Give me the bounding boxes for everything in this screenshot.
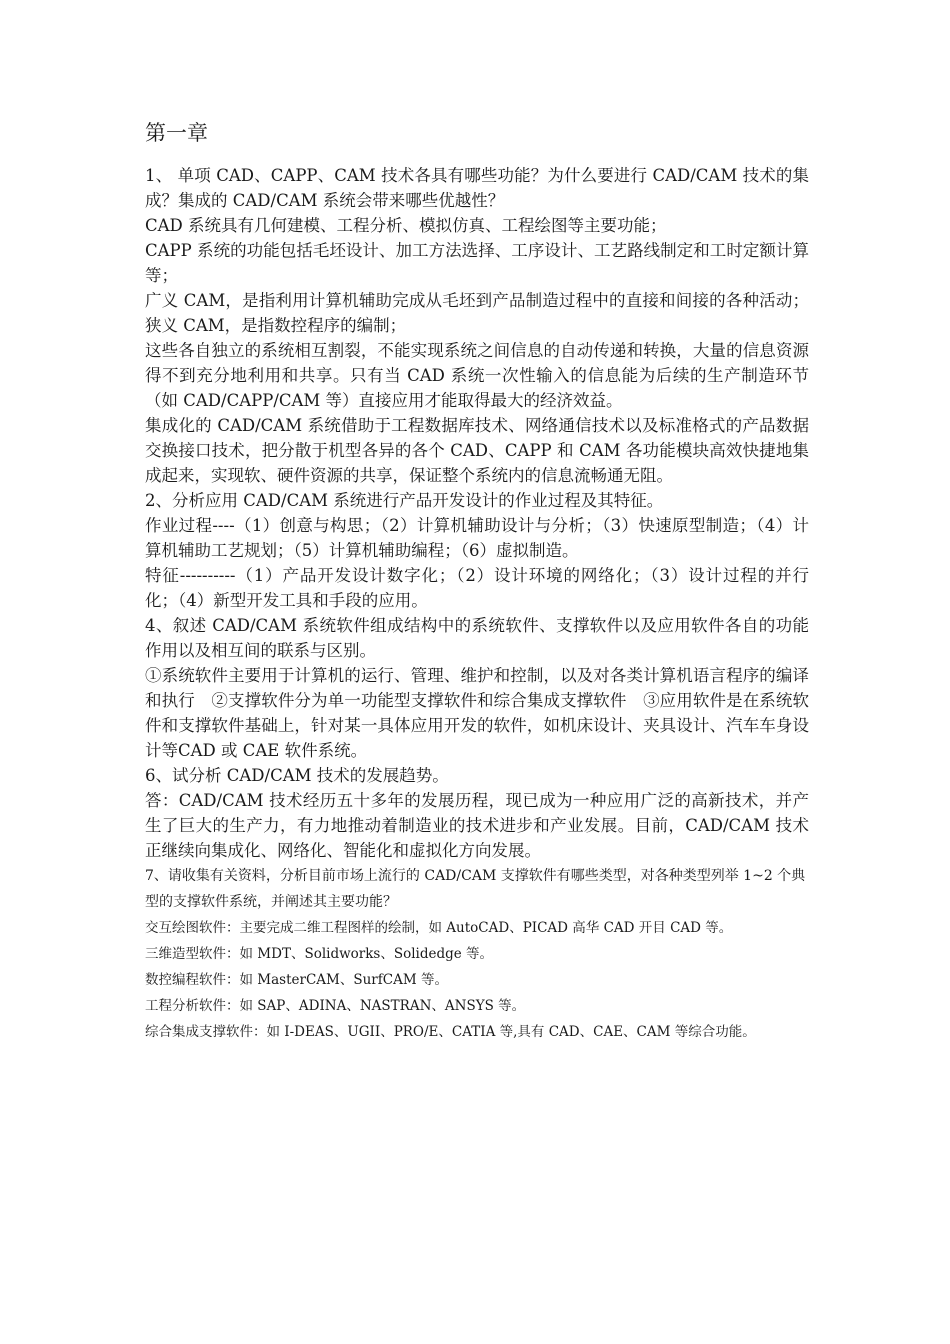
answer-7-integrated: 综合集成支撑软件：如 I-DEAS、UGII、PRO/E、CATIA 等,具有 CAD、CAE、CAM 等综合功能。 [145,1024,756,1040]
question-7: 7、请收集有关资料，分析目前市场上流行的 CAD/CAM 支撑软件有哪些类型，对各种类型列举 1~2 个典型的支撑软件系统，并阐述其主要功能？ [145,868,806,910]
answer-7-modeling: 三维造型软件：如 MDT、Solidworks、Solidedge 等。 [145,946,494,962]
answer-2-features: 特征----------（1）产品开发设计数字化；（2）设计环境的网络化；（3）设计过程的并行化；（4）新型开发工具和手段的应用。 [145,566,809,610]
answer-7-drafting: 交互绘图软件：主要完成二维工程图样的绘制，如 AutoCAD、PICAD 高华 CAD 开目 CAD 等。 [145,920,733,936]
answer-7-nc: 数控编程软件：如 MasterCAM、SurfCAM 等。 [145,972,448,988]
question-4-section [145,613,809,763]
question-4: 4、叙述 CAD/CAM 系统软件组成结构中的系统软件、支撑软件以及应用软件各自的功能作用以及相互间的联系与区别。 [145,616,809,660]
answer-1-isolation: 这些各自独立的系统相互割裂，不能实现系统之间信息的自动传递和转换，大量的信息资源得不到充分地利用和共享。只有当 CAD 系统一次性输入的信息能为后续的生产制造环节（如 CAD/CAPP/CAM 等）直接应用才能取得最大的经济效益。 [145,341,809,410]
question-1-section [145,163,809,488]
answer-1-integration: 集成化的 CAD/CAM 系统借助于工程数据库技术、网络通信技术以及标准格式的产品数据交换接口技术，把分散于机型各异的各个 CAD、CAPP 和 CAM 各功能模块高效快捷地集成起来，实现软、硬件资源的共享，保证整个系统内的信息流畅通无阻。 [145,416,809,485]
answer-2-process: 作业过程----（1）创意与构思；（2）计算机辅助设计与分析；（3）快速原型制造；（4）计算机辅助工艺规划；（5）计算机辅助编程；（6）虚拟制造。 [145,516,809,560]
chapter-title: 第一章 [145,121,208,145]
answer-1-capp: CAPP 系统的功能包括毛坯设计、加工方法选择、工序设计、工艺路线制定和工时定额计算等； [145,241,809,285]
question-2: 2、分析应用 CAD/CAM 系统进行产品开发设计的作业过程及其特征。 [145,491,664,510]
question-2-section [145,488,809,613]
question-6: 6、试分析 CAD/CAM 技术的发展趋势。 [145,766,449,785]
question-7-section [145,863,809,1045]
question-6-section [145,763,809,863]
answer-1-cam: 广义 CAM，是指利用计算机辅助完成从毛坯到产品制造过程中的直接和间接的各种活动；狭义 CAM，是指数控程序的编制； [145,291,809,335]
question-1: 1、 单项 CAD、CAPP、CAM 技术各具有哪些功能？为什么要进行 CAD/CAM 技术的集成？集成的 CAD/CAM 系统会带来哪些优越性？ [145,166,809,210]
answer-6: 答：CAD/CAM 技术经历五十多年的发展历程，现已成为一种应用广泛的高新技术，并产生了巨大的生产力，有力地推动着制造业的技术进步和产业发展。目前，CAD/CAM 技术正继续向集成化、网络化、智能化和虚拟化方向发展。 [145,791,809,860]
document-page [145,118,809,1045]
answer-4: ①系统软件主要用于计算机的运行、管理、维护和控制，以及对各类计算机语言程序的编译和执行 ②支撑软件分为单一功能型支撑软件和综合集成支撑软件 ③应用软件是在系统软件和支撑软件基础上，针对某一具体应用开发的软件，如机床设计、夹具设计、汽车车身设计等CAD 或 CAE 软件系统。 [145,666,809,760]
answer-1-cad: CAD 系统具有几何建模、工程分析、模拟仿真、工程绘图等主要功能； [145,216,667,235]
answer-7-analysis: 工程分析软件：如 SAP、ADINA、NASTRAN、ANSYS 等。 [145,998,526,1014]
